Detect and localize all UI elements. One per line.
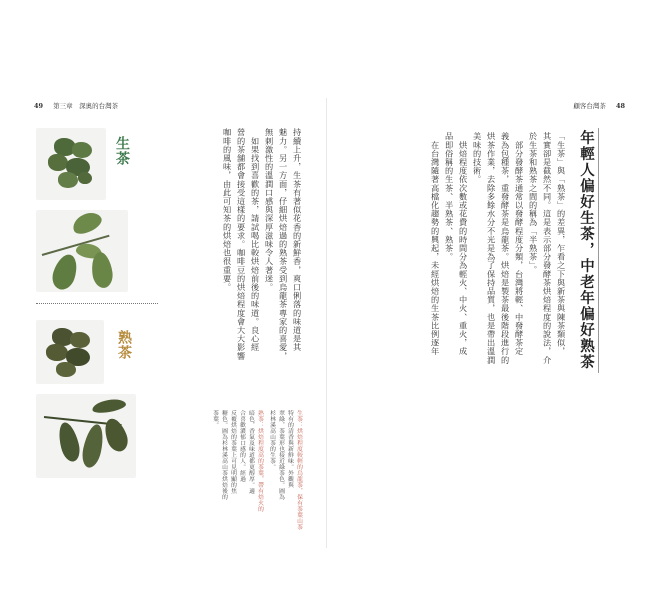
section-divider xyxy=(36,303,158,304)
shu-tea-leaves-photo xyxy=(36,394,136,478)
chapter-headline: 年輕人偏好生茶，中老年偏好熟茶 xyxy=(578,130,595,370)
sheng-tea-leaves-photo xyxy=(36,210,128,292)
left-page-number: 49 xyxy=(34,102,44,110)
sheng-tea-label: 生茶 xyxy=(114,136,130,166)
right-body-col: 「生茶」與「熟茶」的差異，乍看之下與新茶與陳茶類似， xyxy=(556,132,567,356)
page-gutter xyxy=(326,98,327,548)
right-body-col: 品即俗稱的生茶、半熟茶、熟茶。 xyxy=(444,132,455,261)
left-body-col: 如果找到喜歡的茶，請試喝比較烘焙前後的味道。良心經 xyxy=(250,128,261,352)
caption-col: 翠綠，茶葉形也接近綠茶色。圖為 xyxy=(277,410,284,500)
shu-tea-balls-photo xyxy=(36,320,104,384)
left-body-col: 持續上升，生茶有著似花香的新鮮香，爽口俐落的味道是其 xyxy=(292,128,303,352)
right-body-col: 其實卻是截然不同。這是表示部分發酵茶烘焙程度的說法，介 xyxy=(542,132,553,365)
caption-col: 杉林溪高山茶的生茶。 xyxy=(268,410,275,470)
right-body-col: 於生茶和熟茶之間的稱為「半熟茶」。 xyxy=(528,132,539,275)
right-body-col: 烘茶作業，去除多餘水分不光是為了保持品質，也是帶出溫潤 xyxy=(486,132,497,365)
headline-rule xyxy=(598,128,599,373)
left-running-head xyxy=(34,101,118,110)
left-body-col: 無刺激性的溫潤口感與深厚滋味令人著迷。 xyxy=(264,128,275,292)
caption-col: 特有的清香與新鮮味。外觀與 xyxy=(286,410,293,488)
right-page-number: 48 xyxy=(615,102,625,110)
right-body-col: 部分發酵茶通常以發酵程度分類，台灣將輕、中發酵茶定 xyxy=(514,132,525,356)
caption-col: 生茶：烘焙程度較輕的烏龍茶，保有茶葉山茶 xyxy=(295,410,302,530)
right-chapter-title: 顧客台灣茶 xyxy=(573,102,606,110)
shu-tea-label: 熟茶 xyxy=(116,330,132,360)
caption-col: 反覆烘焙的茶葉上可見明顯的焦 xyxy=(229,410,236,494)
right-body-col: 美味的技術。 xyxy=(472,132,483,184)
left-chapter-title: 第三章 深奧的台灣茶 xyxy=(53,102,119,110)
left-body-col: 咖啡的風味，由此可知茶的烘焙也很重要。 xyxy=(222,128,233,292)
caption-col: 暗色，香氣及味道都更醇厚。適 xyxy=(247,410,254,494)
right-body-col: 義為包種茶，重發酵茶是烏龍茶。烘焙是製茶最後階段進行的 xyxy=(500,132,511,365)
caption-col: 合喜歡濃郁口感的人。經過 xyxy=(238,410,245,482)
caption-col: 茶葉。 xyxy=(211,410,218,428)
left-body-col: 魅力。另一方面，仔細烘焙過的熟茶受到烏龍茶專家的喜愛， xyxy=(278,128,289,361)
right-body-col: 烘焙程度依次數或花費的時間分為輕火、中火、重火，成 xyxy=(458,132,469,356)
right-running-head xyxy=(573,101,625,110)
caption-col: 熟茶：烘焙程度高的茶葉，帶有焙火的 xyxy=(256,410,263,512)
right-body-col: 在台灣隨著高檔化趨勢的興起，未經烘焙的生茶比例逐年 xyxy=(430,132,441,356)
book-spread xyxy=(24,98,629,548)
left-body-col: 營的茶舖都會接受這樣的要求。咖啡豆的烘焙程度會大大影響 xyxy=(236,128,247,361)
sheng-tea-balls-photo xyxy=(36,128,106,200)
caption-col: 糖色。圖為杉林溪高山茶烘焙後的 xyxy=(220,410,227,500)
